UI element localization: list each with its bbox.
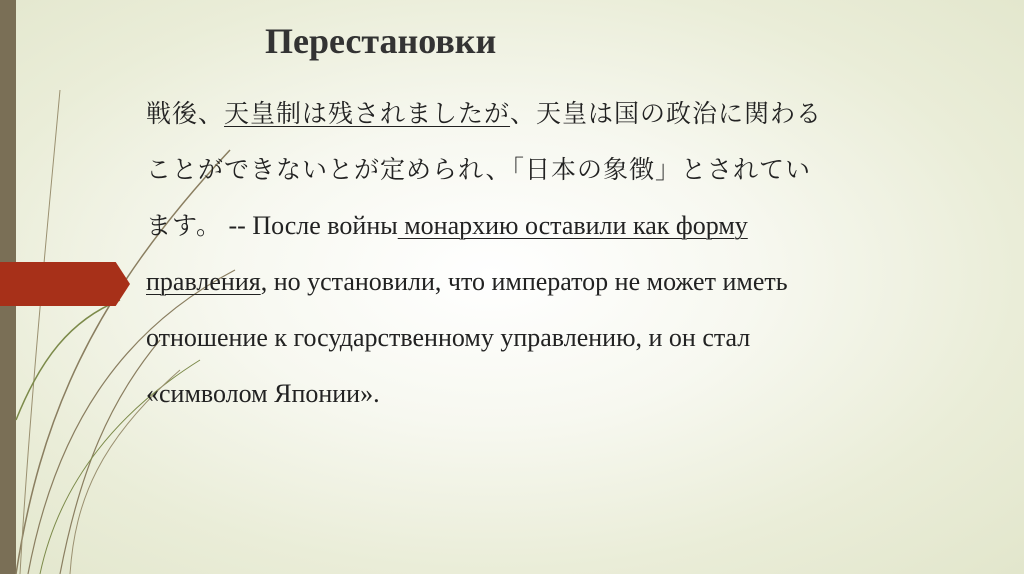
text-line-6: «символом Японии». xyxy=(146,379,380,408)
text-segment: 、天皇は国の政治に関わる xyxy=(510,99,823,128)
text-line-1 xyxy=(146,86,966,142)
text-line-3 xyxy=(146,198,966,254)
text-line-2: ことができないとが定められ、「日本の象徴」とされてい xyxy=(146,155,812,184)
underlined-segment: 天皇制は残されましたが xyxy=(224,99,511,128)
text-line-4 xyxy=(146,254,966,310)
text-segment: 戦後、 xyxy=(146,99,225,128)
red-arrow-marker xyxy=(0,262,130,306)
text-segment: , но установили, что император не может иметь xyxy=(260,267,788,296)
text-segment: ます。 xyxy=(146,211,223,240)
text-line-5: отношение к государственному управлению, и он стал xyxy=(146,323,751,352)
underlined-segment: правления xyxy=(146,267,261,296)
underlined-segment: монархию оставили как форму xyxy=(397,211,748,240)
text-segment: -- После войны xyxy=(222,211,398,240)
slide-title: Перестановки xyxy=(265,21,497,61)
slide-body xyxy=(146,86,966,422)
